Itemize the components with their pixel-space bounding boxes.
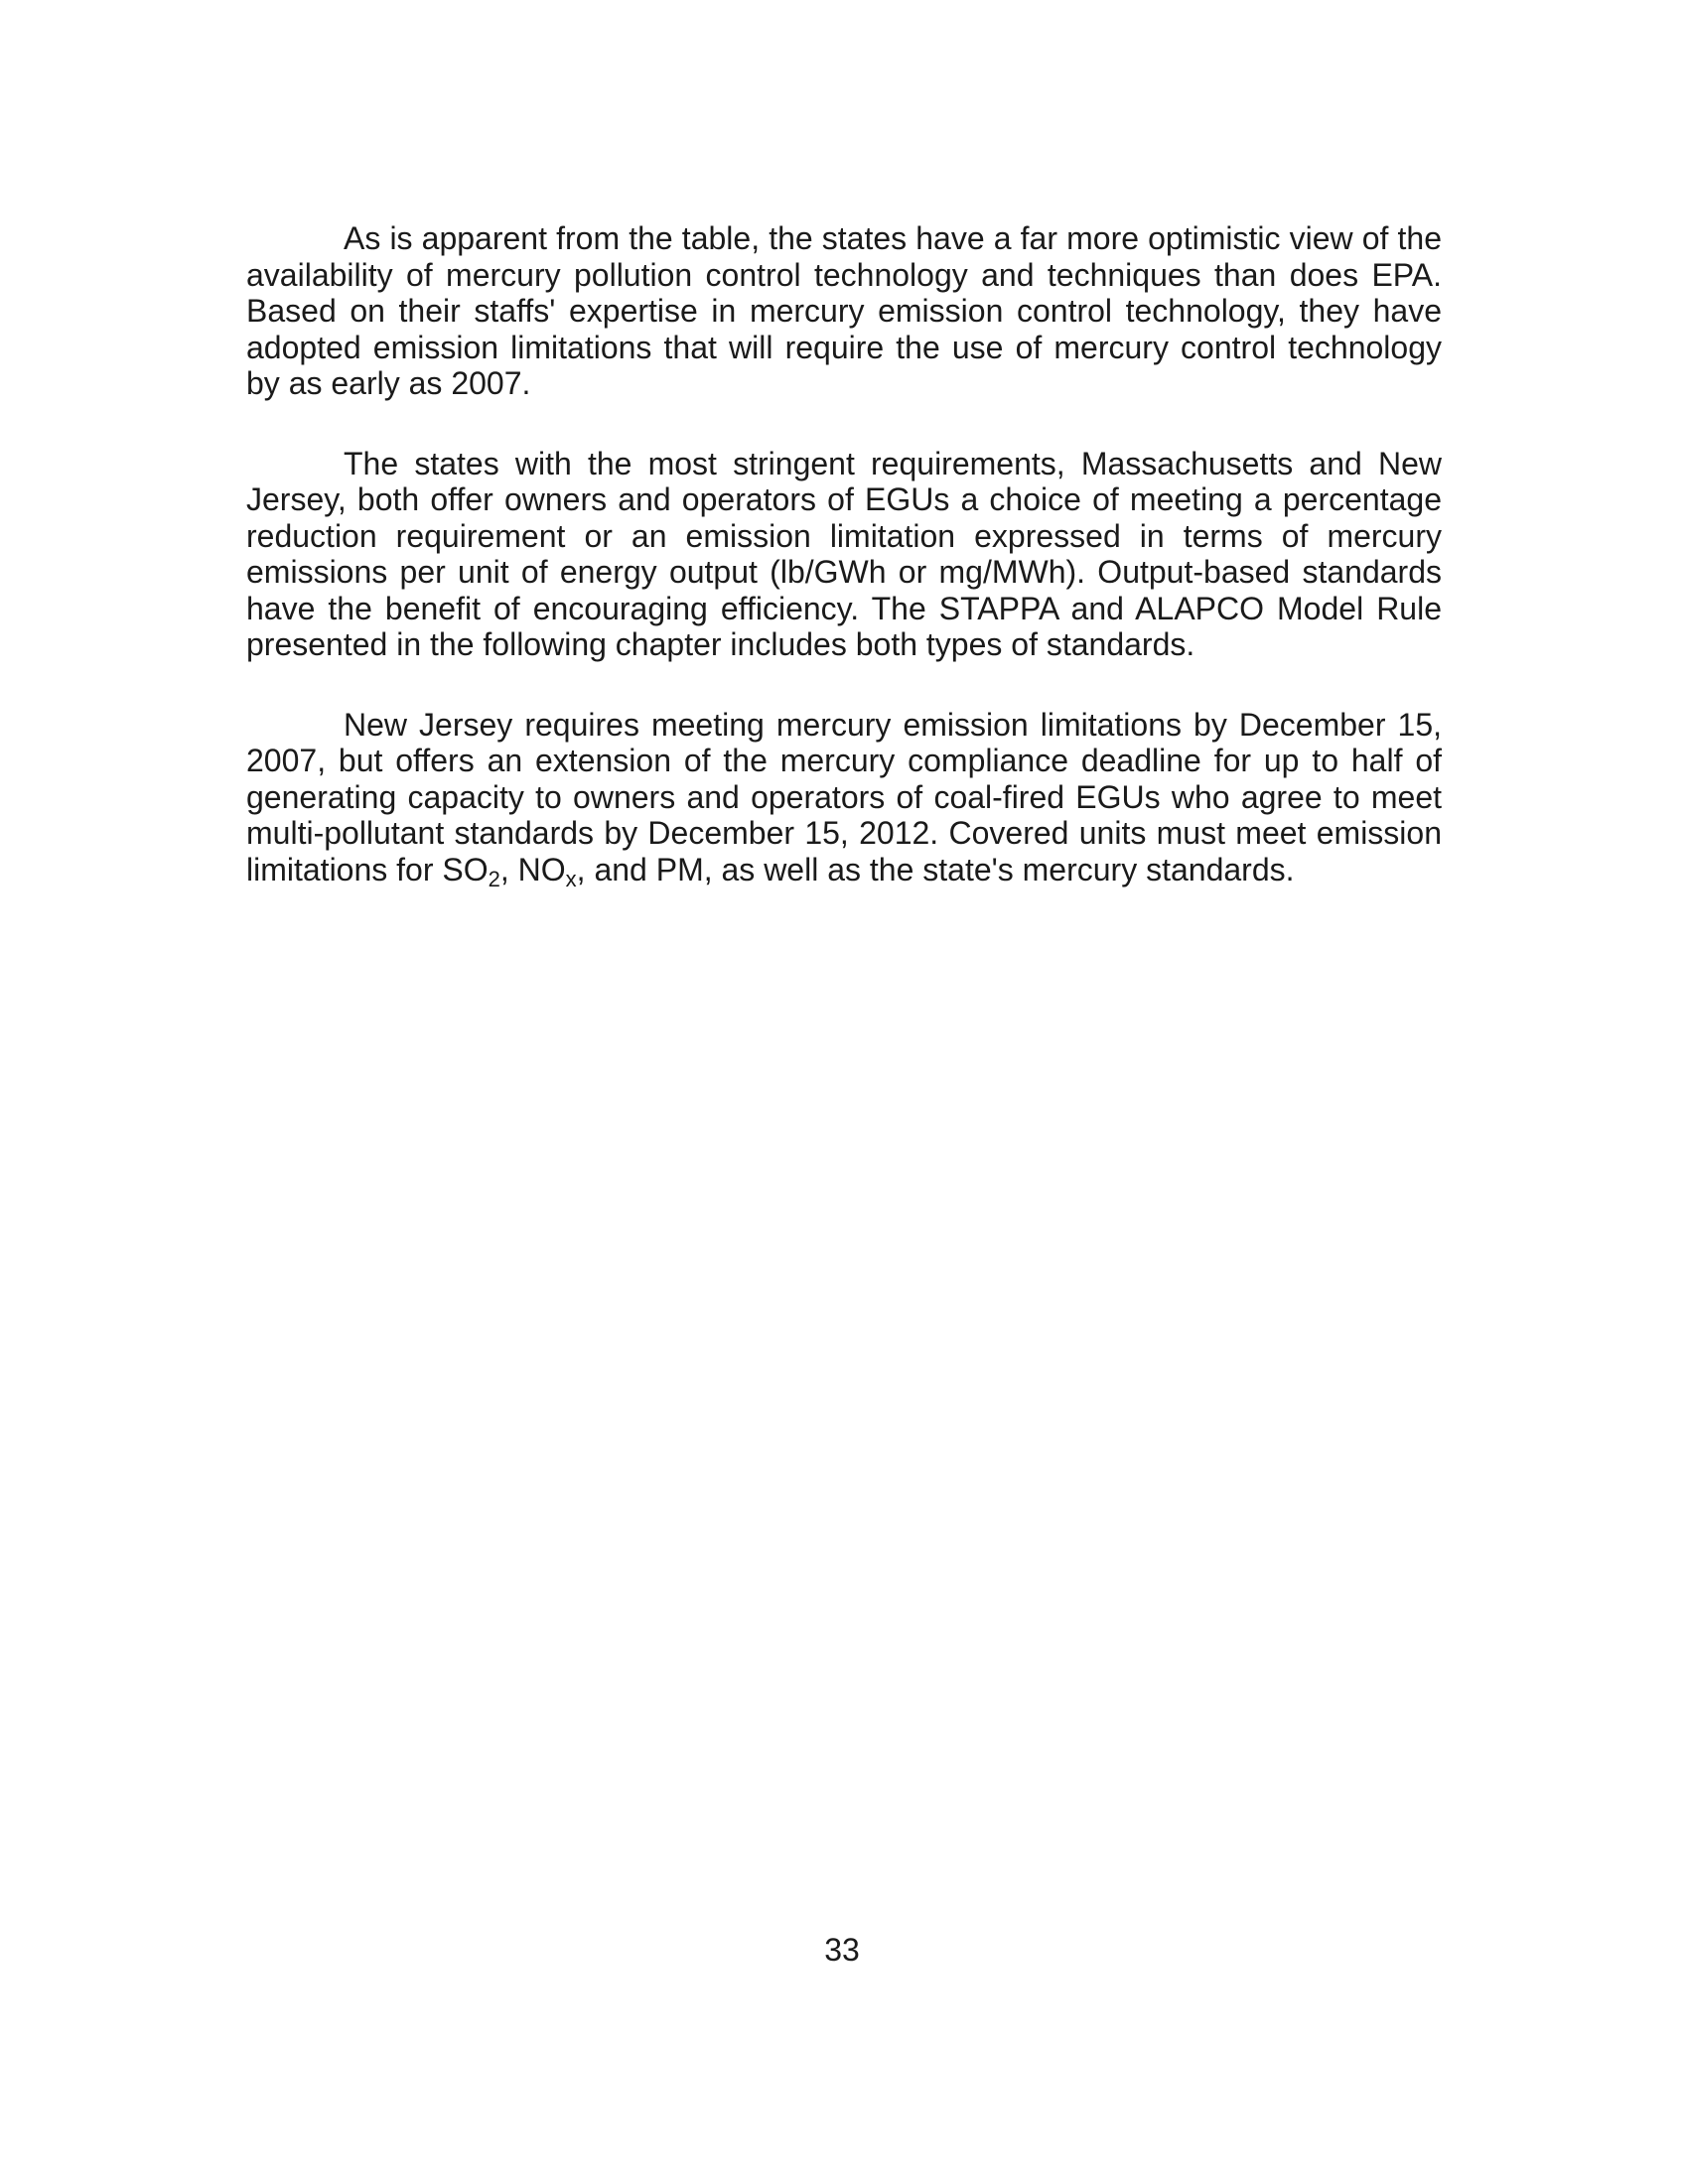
so2-subscript: 2 xyxy=(488,866,500,891)
paragraph-3-text-start: New Jersey requires meeting mercury emission limitations by December 15, 2007, but offers an extension of the mercury compliance deadline for up to half of generating capacity to owners and operators of coal-fired EGUs who agree to meet multi-pollutant standards by December 15, 2012. Covered units must meet emission limitations for xyxy=(246,706,1442,887)
page-number: 33 xyxy=(824,1932,860,1968)
nox-base: NO xyxy=(517,851,566,887)
nox-formula xyxy=(517,851,577,891)
body-text xyxy=(246,220,1442,931)
so2-base: SO xyxy=(442,851,489,887)
nox-subscript: x xyxy=(565,866,577,891)
so2-formula xyxy=(442,851,500,891)
paragraph-3 xyxy=(246,706,1442,891)
paragraph-3-separator: , xyxy=(499,851,518,887)
paragraph-2: The states with the most stringent requirements, Massachusetts and New Jersey, both offer owners and operators of EGUs a choice of meeting a percentage reduction requirement or an emission limitation expressed in terms of mercury emissions per unit of energy output (lb/GWh or mg/MWh). Output-based standards have the benefit of encouraging efficiency. The STAPPA and ALAPCO Model Rule presented in the following chapter includes both types of standards. xyxy=(246,445,1442,662)
paragraph-3-text-end: , and PM, as well as the state's mercury standards. xyxy=(576,851,1295,887)
paragraph-1: As is apparent from the table, the states have a far more optimistic view of the availability of mercury pollution control technology and techniques than does EPA. Based on their staffs' expertise in mercury emission control technology, they have adopted emission limitations that will require the use of mercury control technology by as early as 2007. xyxy=(246,220,1442,401)
